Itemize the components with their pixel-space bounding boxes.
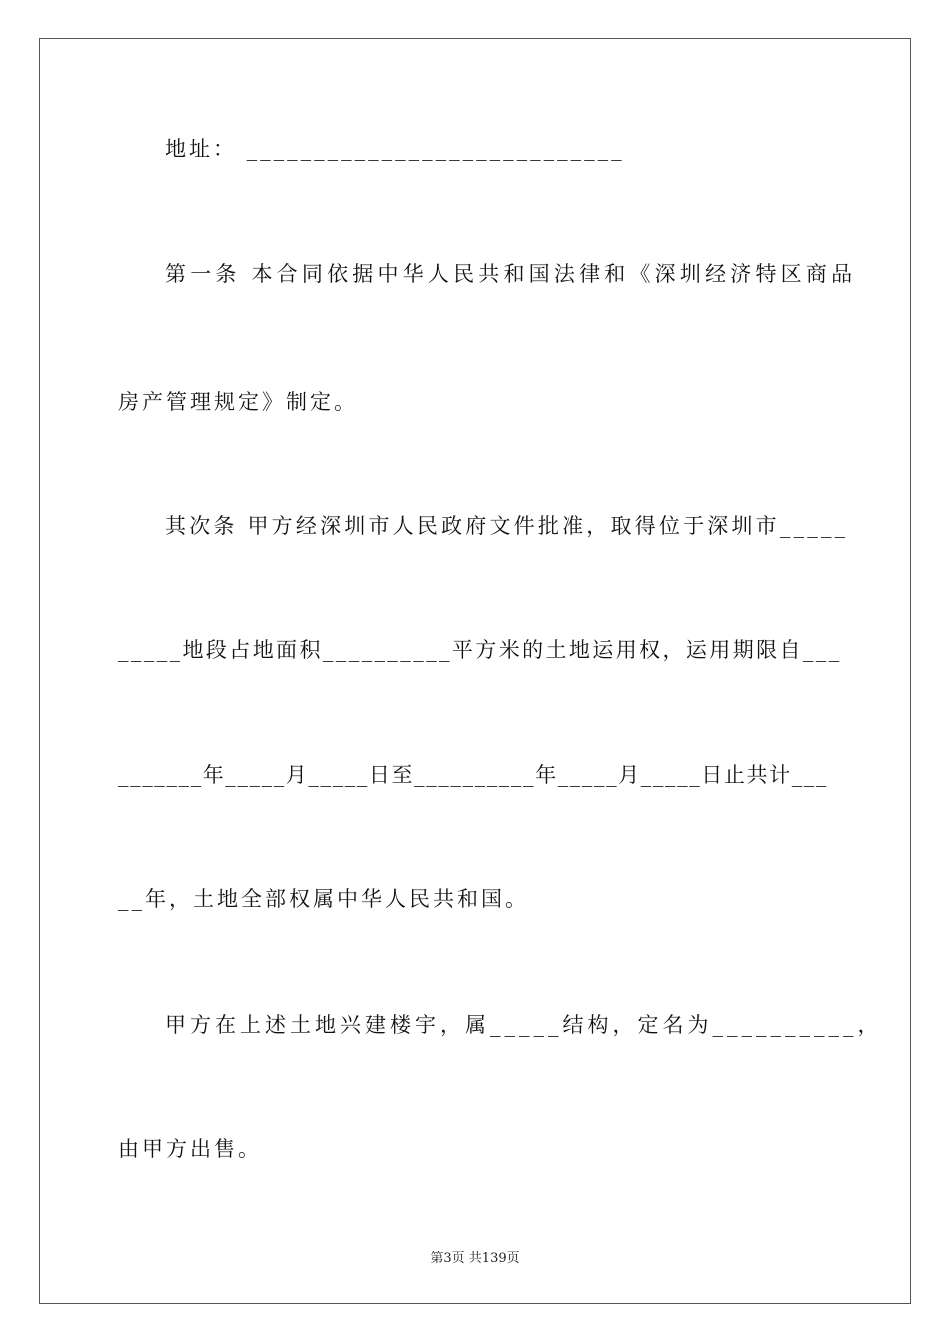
page-border — [39, 38, 911, 1304]
address-line: 地址： ____________________________ — [165, 137, 625, 161]
article-2-line-2: _____地段占地面积__________平方米的土地运用权，运用期限自___ — [118, 638, 842, 662]
article-1-line-1: 第一条 本合同依据中华人民共和国法律和《深圳经济特区商品 — [165, 262, 857, 286]
paragraph-3-line-2: 由甲方出售。 — [118, 1137, 262, 1161]
paragraph-3-line-1: 甲方在上述土地兴建楼宇，属_____结构，定名为__________， — [165, 1013, 883, 1037]
article-2-line-1: 其次条 甲方经深圳市人民政府文件批准，取得位于深圳市_____ — [165, 514, 849, 538]
page-number-footer: 第3页 共139页 — [430, 1251, 520, 1266]
article-2-line-3: _______年_____月_____日至__________年_____月_____日止共计___ — [118, 763, 828, 787]
article-1-line-2: 房产管理规定》制定。 — [118, 390, 358, 414]
article-2-line-4: __年，土地全部权属中华人民共和国。 — [118, 887, 529, 911]
